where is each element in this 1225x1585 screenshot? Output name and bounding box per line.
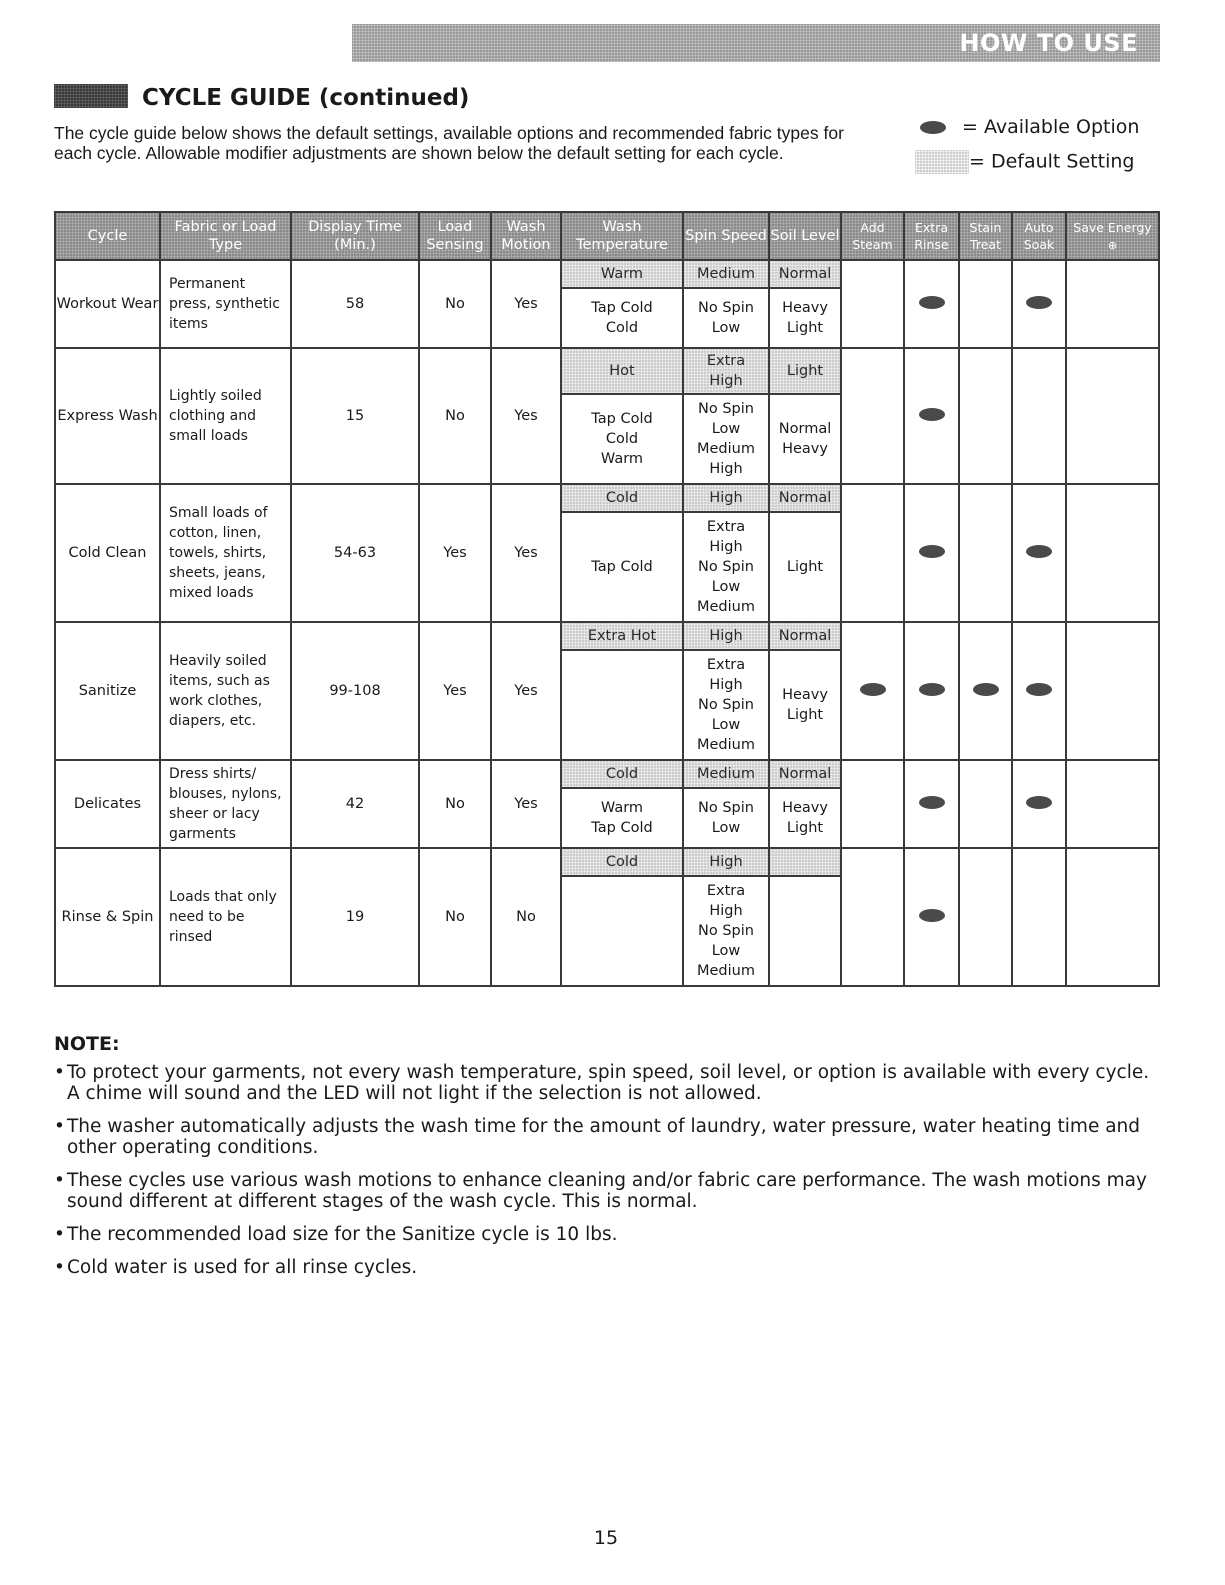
spin-speed-options: No Spin Low [683, 788, 769, 848]
default-spin-speed: High [683, 848, 769, 876]
available-option-icon [919, 408, 945, 421]
fabric-type: Lightly soiled clothing and small loads [160, 348, 291, 484]
wash-motion: Yes [491, 348, 561, 484]
auto-soak-cell [1012, 848, 1066, 986]
cycle-guide-table [54, 211, 1160, 987]
soil-level-options: Light [769, 512, 841, 622]
section-marker [54, 84, 128, 108]
header-cycle: Cycle [55, 212, 160, 260]
soil-level-options: Heavy Light [769, 650, 841, 760]
save-energy-cell [1066, 622, 1159, 760]
default-spin-speed: Medium [683, 260, 769, 288]
auto-soak-cell [1012, 348, 1066, 484]
header-stain-treat: Stain Treat [959, 212, 1012, 260]
wash-temperature-options: Tap Cold Cold Warm [561, 394, 683, 484]
cycle-name: Rinse & Spin [55, 848, 160, 986]
stain-treat-cell [959, 622, 1012, 760]
header-fabric: Fabric or Load Type [160, 212, 291, 260]
save-energy-cell [1066, 260, 1159, 348]
available-option-icon [919, 796, 945, 809]
banner-title: HOW TO USE [959, 29, 1138, 57]
available-option-icon [1026, 683, 1052, 696]
table-header-row [55, 212, 1159, 260]
extra-rinse-cell [904, 622, 959, 760]
header-wash-temperature: Wash Temperature [561, 212, 683, 260]
soil-level-options: Heavy Light [769, 788, 841, 848]
wash-temperature-options: Warm Tap Cold [561, 788, 683, 848]
header-add-steam: Add Steam [841, 212, 904, 260]
wash-temperature-options [561, 876, 683, 986]
table-row [55, 760, 1159, 788]
add-steam-cell [841, 348, 904, 484]
load-sensing: No [419, 760, 491, 848]
load-sensing: No [419, 348, 491, 484]
notes-title: NOTE: [54, 1033, 120, 1055]
soil-level-options: Normal Heavy [769, 394, 841, 484]
default-soil-level [769, 848, 841, 876]
header-display-time: Display Time (Min.) [291, 212, 419, 260]
default-soil-level: Normal [769, 760, 841, 788]
note-item: • The washer automatically adjusts the wash time for the amount of laundry, water pressure, water heating time and other operating conditions. [54, 1116, 1164, 1158]
load-sensing: No [419, 848, 491, 986]
wash-motion: No [491, 848, 561, 986]
fabric-type: Dress shirts/ blouses, nylons, sheer or lacy garments [160, 760, 291, 848]
wash-temperature-options: Tap Cold Cold [561, 288, 683, 348]
extra-rinse-cell [904, 260, 959, 348]
auto-soak-cell [1012, 484, 1066, 622]
header-save-energy-label: Save Energy [1073, 219, 1152, 235]
header-soil-level: Soil Level [769, 212, 841, 260]
default-wash-temperature: Cold [561, 760, 683, 788]
table-row [55, 348, 1159, 394]
table-row [55, 260, 1159, 288]
fabric-type: Heavily soiled items, such as work clothes, diapers, etc. [160, 622, 291, 760]
add-steam-cell [841, 484, 904, 622]
display-time: 19 [291, 848, 419, 986]
plus-minus-icon: ⊕ [1107, 238, 1118, 252]
available-option-icon [1026, 545, 1052, 558]
note-item: • The recommended load size for the Sanitize cycle is 10 lbs. [54, 1224, 1164, 1245]
add-steam-cell [841, 760, 904, 848]
stain-treat-cell [959, 760, 1012, 848]
default-spin-speed: Medium [683, 760, 769, 788]
save-energy-cell [1066, 760, 1159, 848]
display-time: 54-63 [291, 484, 419, 622]
available-option-icon [919, 545, 945, 558]
default-wash-temperature: Extra Hot [561, 622, 683, 650]
display-time: 42 [291, 760, 419, 848]
table-row [55, 484, 1159, 512]
available-option-icon [1026, 796, 1052, 809]
default-wash-temperature: Cold [561, 848, 683, 876]
available-option-icon [919, 909, 945, 922]
add-steam-cell [841, 622, 904, 760]
wash-motion: Yes [491, 760, 561, 848]
fabric-type: Small loads of cotton, linen, towels, shirts, sheets, jeans, mixed loads [160, 484, 291, 622]
header-load-sensing: Load Sensing [419, 212, 491, 260]
auto-soak-cell [1012, 260, 1066, 348]
stain-treat-cell [959, 260, 1012, 348]
wash-temperature-options [561, 650, 683, 760]
display-time: 58 [291, 260, 419, 348]
available-option-icon [1026, 296, 1052, 309]
load-sensing: No [419, 260, 491, 348]
default-soil-level: Normal [769, 260, 841, 288]
section-intro: The cycle guide below shows the default settings, available options and recommended fabric types for each cycle. Allowable modifier adjustments are shown below the default setting for each cycle. [54, 123, 844, 163]
spin-speed-options: No Spin Low [683, 288, 769, 348]
save-energy-cell [1066, 348, 1159, 484]
default-soil-level: Normal [769, 484, 841, 512]
default-wash-temperature: Warm [561, 260, 683, 288]
auto-soak-cell [1012, 760, 1066, 848]
table-row [55, 848, 1159, 876]
header-spin-speed: Spin Speed [683, 212, 769, 260]
spin-speed-options: Extra High No Spin Low Medium [683, 876, 769, 986]
legend-available-label: = Available Option [962, 116, 1140, 138]
extra-rinse-cell [904, 484, 959, 622]
available-option-icon [919, 683, 945, 696]
save-energy-cell [1066, 484, 1159, 622]
header-auto-soak: Auto Soak [1012, 212, 1066, 260]
page-number: 15 [593, 1527, 619, 1549]
header-save-energy [1066, 212, 1159, 260]
legend-default-label: = Default Setting [969, 150, 1135, 173]
wash-motion: Yes [491, 260, 561, 348]
wash-motion: Yes [491, 622, 561, 760]
default-soil-level: Normal [769, 622, 841, 650]
table-row [55, 622, 1159, 650]
add-steam-cell [841, 848, 904, 986]
display-time: 99-108 [291, 622, 419, 760]
cycle-name: Delicates [55, 760, 160, 848]
available-option-icon [973, 683, 999, 696]
default-wash-temperature: Cold [561, 484, 683, 512]
add-steam-cell [841, 260, 904, 348]
default-setting-swatch-icon [915, 150, 969, 174]
available-option-icon [860, 683, 886, 696]
section-title: CYCLE GUIDE (continued) [142, 85, 470, 111]
default-wash-temperature: Hot [561, 348, 683, 394]
save-energy-cell [1066, 848, 1159, 986]
load-sensing: Yes [419, 484, 491, 622]
notes-list [54, 1062, 1164, 1290]
stain-treat-cell [959, 848, 1012, 986]
extra-rinse-cell [904, 760, 959, 848]
fabric-type: Loads that only need to be rinsed [160, 848, 291, 986]
extra-rinse-cell [904, 848, 959, 986]
extra-rinse-cell [904, 348, 959, 484]
cycle-name: Sanitize [55, 622, 160, 760]
soil-level-options [769, 876, 841, 986]
available-option-icon [920, 121, 946, 134]
wash-motion: Yes [491, 484, 561, 622]
cycle-name: Express Wash [55, 348, 160, 484]
header-wash-motion: Wash Motion [491, 212, 561, 260]
cycle-name: Workout Wear [55, 260, 160, 348]
header-banner [352, 24, 1160, 62]
default-spin-speed: High [683, 484, 769, 512]
fabric-type: Permanent press, synthetic items [160, 260, 291, 348]
table-body [55, 260, 1159, 986]
display-time: 15 [291, 348, 419, 484]
default-soil-level: Light [769, 348, 841, 394]
legend-available [920, 116, 1139, 138]
note-item: • To protect your garments, not every wash temperature, spin speed, soil level, or option is available with every cycle. A chime will sound and the LED will not light if the selection is not allowed. [54, 1062, 1164, 1104]
auto-soak-cell [1012, 622, 1066, 760]
spin-speed-options: Extra High No Spin Low Medium [683, 512, 769, 622]
legend-default [915, 150, 1134, 174]
stain-treat-cell [959, 484, 1012, 622]
soil-level-options: Heavy Light [769, 288, 841, 348]
available-option-icon [919, 296, 945, 309]
default-spin-speed: High [683, 622, 769, 650]
spin-speed-options: No Spin Low Medium High [683, 394, 769, 484]
default-spin-speed: Extra High [683, 348, 769, 394]
note-item: • These cycles use various wash motions to enhance cleaning and/or fabric care performance. The wash motions may sound different at different stages of the wash cycle. This is normal. [54, 1170, 1164, 1212]
spin-speed-options: Extra High No Spin Low Medium [683, 650, 769, 760]
wash-temperature-options: Tap Cold [561, 512, 683, 622]
note-item: • Cold water is used for all rinse cycles. [54, 1257, 1164, 1278]
load-sensing: Yes [419, 622, 491, 760]
cycle-name: Cold Clean [55, 484, 160, 622]
stain-treat-cell [959, 348, 1012, 484]
header-extra-rinse: Extra Rinse [904, 212, 959, 260]
